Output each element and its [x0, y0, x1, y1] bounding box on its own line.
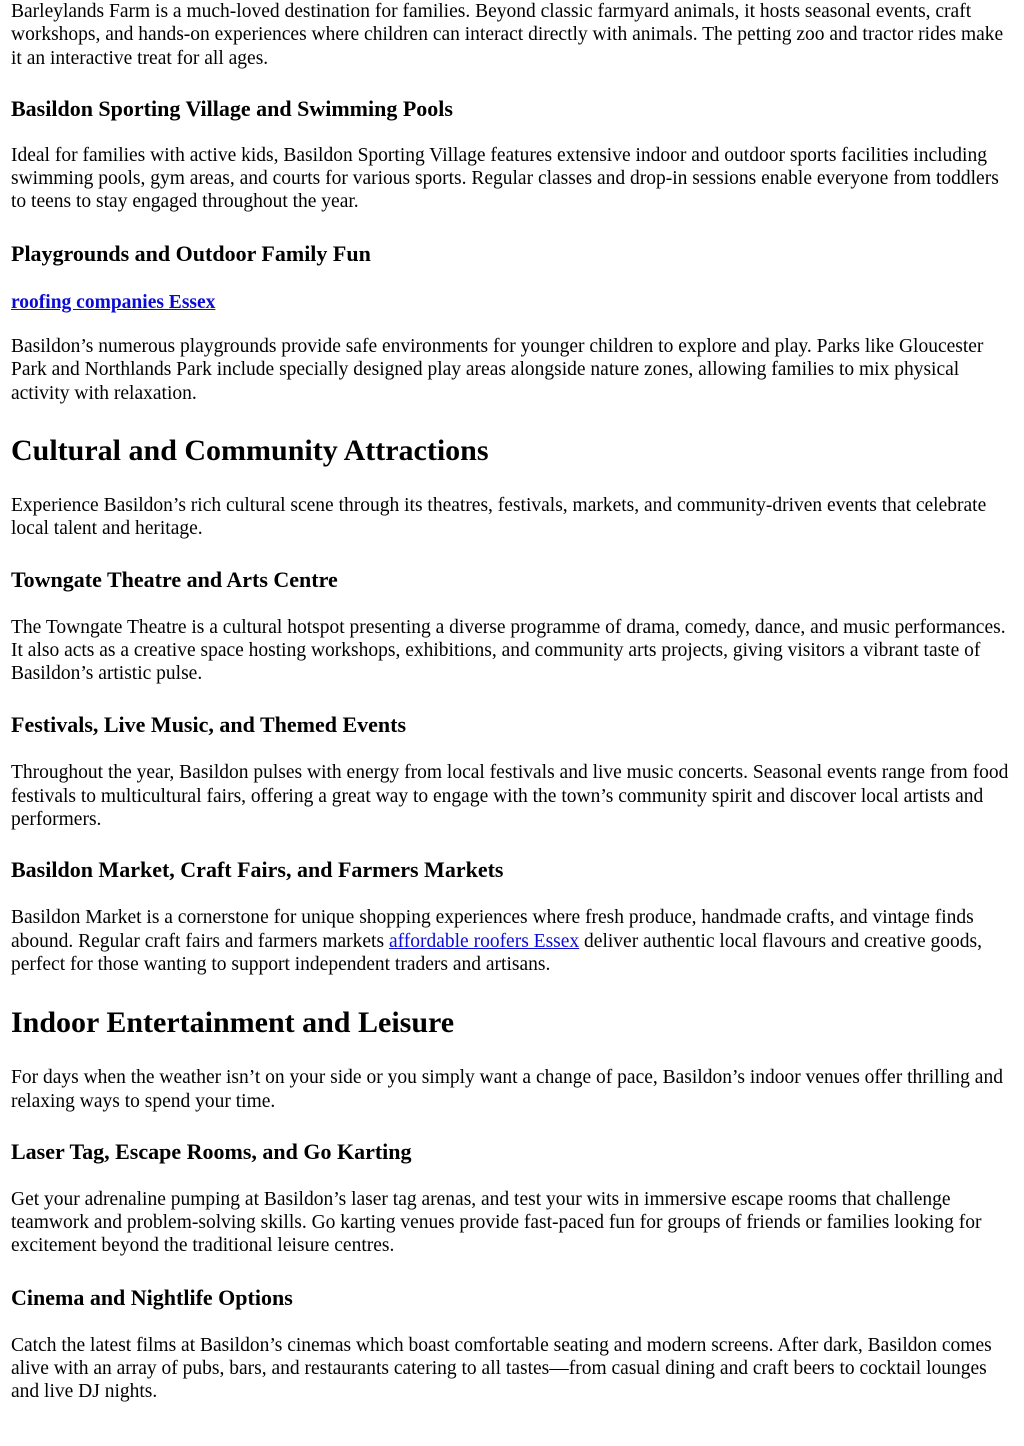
roofing-link-paragraph — [11, 291, 1013, 314]
indoor-heading: Indoor Entertainment and Leisure — [11, 1006, 455, 1040]
festivals-paragraph: Throughout the year, Basildon pulses with energy from local festivals and live music concerts. Seasonal events range from food festivals to multicultural fairs, offering a great way to engage with the town’s community spirit and discover local artists and performers. — [11, 762, 1009, 831]
cultural-paragraph: Experience Basildon’s rich cultural scene through its theatres, festivals, markets, and community-driven events that celebrate local talent and heritage. — [11, 494, 987, 540]
laser-tag-paragraph: Get your adrenaline pumping at Basildon’s laser tag arenas, and test your wits in immersive escape rooms that challenge teamwork and problem-solving skills. Go karting venues provide fast-paced fun for groups of friends or families looking for excitement beyond the traditional leisure centres. — [11, 1188, 982, 1257]
market-heading: Basildon Market, Craft Fairs, and Farmers Markets — [11, 857, 504, 883]
market-paragraph — [11, 906, 1013, 976]
towngate-heading: Towngate Theatre and Arts Centre — [11, 566, 338, 592]
indoor-paragraph: For days when the weather isn’t on your side or you simply want a change of pace, Basildon’s indoor venues offer thrilling and relaxing ways to spend your time. — [11, 1067, 1003, 1112]
barleylands-paragraph: Barleylands Farm is a much-loved destination for families. Beyond classic farmyard animals, it hosts seasonal events, craft workshops, and hands-on experiences where children can interact directly with animals. The petting zoo and tractor rides make it an interactive treat for all ages. — [11, 1, 1004, 69]
festivals-heading: Festivals, Live Music, and Themed Events — [11, 712, 407, 738]
roofing-companies-link[interactable]: roofing companies Essex — [11, 291, 216, 313]
market-text-before: Basildon Market is a cornerstone for unique shopping experiences where fresh produce, handmade crafts, and vintage finds abound. Regular craft fairs and farmers markets — [11, 907, 974, 952]
affordable-roofers-link[interactable]: affordable roofers Essex — [388, 930, 580, 952]
market-text-after: deliver authentic local flavours and creative goods, perfect for those wanting to support independent traders and artisans. — [11, 930, 983, 975]
cinema-heading: Cinema and Nightlife Options — [11, 1284, 293, 1310]
sporting-village-paragraph: Ideal for families with active kids, Basildon Sporting Village features extensive indoor and outdoor sports facilities including swimming pools, gym areas, and courts for various sports. Regular classes and drop-in sessions enable everyone from toddlers to teens to stay engaged throughout the year. — [11, 144, 999, 213]
cinema-paragraph: Catch the latest films at Basildon’s cinemas which boast comfortable seating and modern screens. After dark, Basildon comes alive with an array of pubs, bars, and restaurants catering to all tastes—from casual dining and craft beers to cocktail lounges and live DJ nights. — [11, 1334, 992, 1403]
playgrounds-heading: Playgrounds and Outdoor Family Fun — [11, 240, 371, 266]
sporting-village-heading: Basildon Sporting Village and Swimming Pools — [11, 95, 453, 121]
playgrounds-paragraph: Basildon’s numerous playgrounds provide safe environments for younger children to explore and play. Parks like Gloucester Park and Northlands Park include specially designed play areas alongside nature zones, allowing families to mix physical activity with relaxation. — [11, 336, 984, 404]
cultural-heading: Cultural and Community Attractions — [11, 433, 489, 467]
towngate-paragraph: The Towngate Theatre is a cultural hotspot presenting a diverse programme of drama, comedy, dance, and music performances. It also acts as a creative space hosting workshops, exhibitions, and community arts projects, giving visitors a vibrant taste of Basildon’s artistic pulse. — [11, 616, 1006, 685]
laser-tag-heading: Laser Tag, Escape Rooms, and Go Karting — [11, 1138, 412, 1164]
